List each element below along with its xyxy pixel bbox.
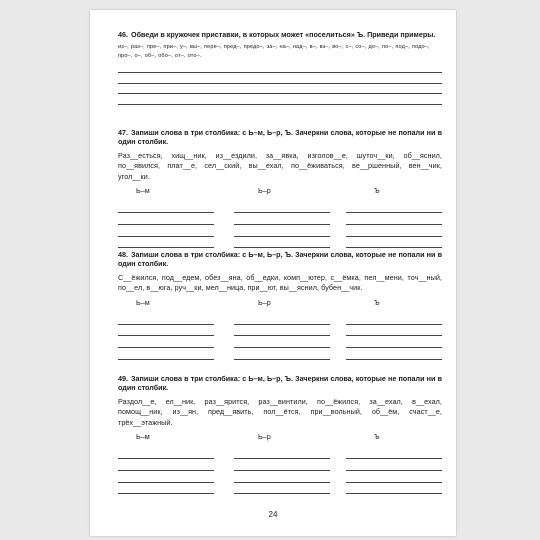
page-number: 24 [268,510,278,519]
answer-line[interactable] [118,325,214,337]
workbook-page [90,10,456,536]
answer-line[interactable] [234,348,330,360]
exercise-number: 47. [118,128,128,137]
word-list: Раз__есться, хищ__ник, из__ездили, за__явка, изголов__е, шуточ__ки, об__яснил, по__явился, плат__е, сел__ский, вы__ехал, по__ёживаться, ве__ршенный, вен__чик, угол__ки. [118,151,442,181]
answer-line[interactable] [118,73,442,83]
answer-column-soft-r [234,201,330,248]
answer-line[interactable] [234,225,330,237]
answer-line[interactable] [118,225,214,237]
column-header-soft-m: Ь–м [136,297,150,307]
answer-line[interactable] [234,201,330,213]
column-headers [118,298,442,310]
word-list: Раздол__е, ел__ник, раз__ярится, раз__винтили, по__ёжился, за__ехал, в__ехал, помощ__ник, из__ян, пред__явить, пол__ётся, при__вольный, об__ём, счаст__е, трёх__этажный. [118,397,442,427]
word-list: С__ёжился, под__едем, обез__яна, об__едки, комп__ютер, с__ёмка, пел__мени, точ__ный, по__ел, в__юга, руч__ки, мел__ница, при__ют, вы__яснил, бубен__чик. [118,273,442,293]
answer-line[interactable] [118,348,214,360]
answer-column-soft-m [118,447,214,494]
exercise-number: 46. [118,30,128,39]
column-header-hard-sign: Ъ [374,186,380,196]
answer-line[interactable] [118,447,214,459]
answer-column-hard-sign [346,447,442,494]
answer-line[interactable] [118,459,214,471]
column-header-soft-m: Ь–м [136,186,150,196]
exercise-title [118,128,442,146]
column-header-hard-sign: Ъ [374,297,380,307]
answer-line[interactable] [346,447,442,459]
answer-line[interactable] [234,459,330,471]
answer-line[interactable] [346,471,442,483]
answer-line[interactable] [118,336,214,348]
exercise-title [118,250,442,268]
column-headers [118,432,442,444]
answer-column-soft-m [118,201,214,248]
answer-line[interactable] [234,483,330,495]
answer-line[interactable] [346,313,442,325]
exercise-number: 48. [118,250,128,259]
exercise-instruction: Обведи в кружочек приставки, в которых может «поселиться» Ъ. Приведи примеры. [131,30,436,39]
column-header-soft-r: Ь–р [258,186,271,196]
answer-line[interactable] [346,336,442,348]
column-headers [118,186,442,198]
answer-line[interactable] [118,201,214,213]
answer-line[interactable] [234,336,330,348]
exercise-instruction: Запиши слова в три столбика: с Ь–м, Ь–р, Ъ. Зачеркни слова, которые не попали ни в один столбик. [118,374,442,392]
answer-line[interactable] [234,471,330,483]
column-header-hard-sign: Ъ [374,432,380,442]
answer-line[interactable] [118,84,442,94]
answer-line[interactable] [118,63,442,73]
answer-line[interactable] [118,483,214,495]
answer-line[interactable] [234,447,330,459]
answer-column-hard-sign [346,201,442,248]
answer-column-soft-r [234,447,330,494]
exercise-46 [118,30,442,105]
answer-line[interactable] [346,201,442,213]
exercise-47 [118,128,442,201]
answer-lines [118,63,442,105]
answer-line[interactable] [234,237,330,249]
answer-line[interactable] [118,94,442,104]
answer-line[interactable] [346,213,442,225]
exercise-instruction: Запиши слова в три столбика: с Ь–м, Ь–р, Ъ. Зачеркни слова, которые не попали ни в один столбик. [118,250,442,268]
exercise-title [118,30,442,39]
answer-line[interactable] [346,237,442,249]
answer-line[interactable] [346,459,442,471]
answer-line[interactable] [234,325,330,337]
answer-line[interactable] [118,471,214,483]
answer-line[interactable] [346,225,442,237]
exercise-number: 49. [118,374,128,383]
column-header-soft-r: Ь–р [258,432,271,442]
answer-line[interactable] [346,325,442,337]
column-header-soft-r: Ь–р [258,297,271,307]
answer-line[interactable] [346,348,442,360]
prefix-list: из–, раз–, пре–, при–, у–, вы–, пере–, пред–, предо–, за–, на–, над–, в–, вз–, во–, с–, со–, до–, по–, под–, подо–, про–, о–, об–, обо–, от–, ото–. [118,44,430,59]
column-header-soft-m: Ь–м [136,432,150,442]
answer-line[interactable] [234,213,330,225]
exercise-48 [118,250,442,313]
answer-line[interactable] [118,237,214,249]
exercise-title [118,374,442,392]
answer-line[interactable] [118,313,214,325]
answer-line[interactable] [346,483,442,495]
exercise-49 [118,374,442,447]
answer-column-hard-sign [346,313,442,360]
exercise-instruction: Запиши слова в три столбика: с Ь–м, Ь–р, Ъ. Зачеркни слова, которые не попали ни в один столбик. [118,128,442,146]
answer-column-soft-m [118,313,214,360]
answer-line[interactable] [118,213,214,225]
answer-line[interactable] [234,313,330,325]
answer-column-soft-r [234,313,330,360]
